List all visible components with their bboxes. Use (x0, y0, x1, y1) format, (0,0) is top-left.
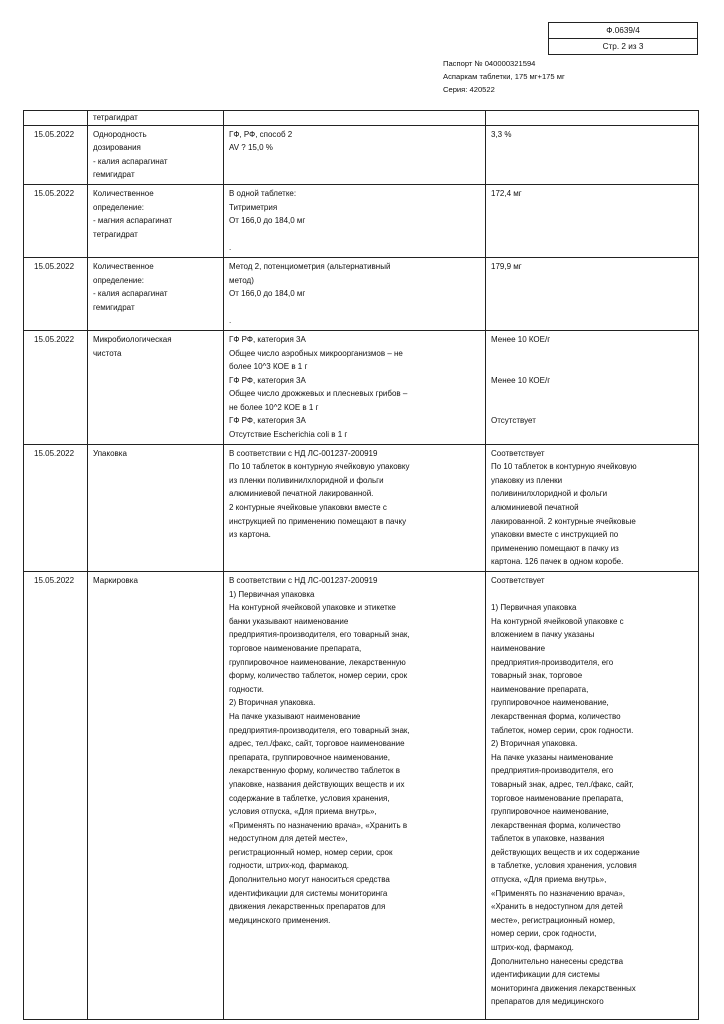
cell-norm: Метод 2, потенциометрия (альтернативный метод) От 166,0 до 184,0 мг . (224, 257, 486, 330)
form-code: Ф.0639/4 (549, 23, 698, 39)
cell-date: 15.05.2022 (24, 572, 88, 1020)
cell-result (486, 111, 699, 126)
cell-date: 15.05.2022 (24, 257, 88, 330)
table-row (24, 330, 699, 444)
cell-result: 3,3 % (486, 125, 699, 184)
cell-result: 179,9 мг (486, 257, 699, 330)
cell-indicator: тетрагидрат (88, 111, 224, 126)
cell-result: 172,4 мг (486, 184, 699, 257)
cell-date: 15.05.2022 (24, 330, 88, 444)
cell-norm: В соответствии с НД ЛС-001237-200919 По 10 таблеток в контурную ячейковую упаковку из пленки поливинилхлоридной и фольги алюминиевой печатной лакированной. 2 контурные ячейковые упаковки вместе с инструкцией по применению помещают в пачку из картона. (224, 444, 486, 571)
table-row (24, 572, 699, 1020)
cell-indicator: Упаковка (88, 444, 224, 571)
passport-header (443, 57, 565, 96)
cell-norm: В одной таблетке: Титриметрия От 166,0 до 184,0 мг . (224, 184, 486, 257)
cell-indicator: Количественное определение: - калия аспарагинат гемигидрат (88, 257, 224, 330)
cell-indicator: Маркировка (88, 572, 224, 1020)
table-row (24, 125, 699, 184)
cell-indicator: Однородность дозирования - калия аспарагинат гемигидрат (88, 125, 224, 184)
passport-number: Паспорт № 040000321594 (443, 59, 536, 68)
cell-result: Менее 10 КОЕ/г Менее 10 КОЕ/г Отсутствует (486, 330, 699, 444)
results-table (23, 110, 699, 1020)
cell-date: 15.05.2022 (24, 184, 88, 257)
cell-result: Соответствует 1) Первичная упаковка На контурной ячейковой упаковке с вложением в пачку указаны наименование предприятия-производителя, его товарный знак, торговое наименование препарата, группировочное наименование, лекарственная форма, количество таблеток, номер серии, срок годности. 2) Вторичная упаковка. На пачке указаны наименование предприятия-производителя, его товарный знак, адрес, тел./факс, сайт, торговое наименование препарата, группировочное наименование, лекарственная форма, количество таблеток в упаковке, названия действующих веществ и их содержание в таблетке, условия хранения, условия отпуска, «Для приема внутрь», «Применять по назначению врача», «Хранить в недоступном для детей месте», регистрационный номер, номер серии, срок годности, штрих-код, фармакод. Дополнительно нанесены средства идентификации для системы мониторинга движения лекарственных препаратов для медицинского (486, 572, 699, 1020)
cell-norm: В соответствии с НД ЛС-001237-200919 1) Первичная упаковка На контурной ячейковой упаковке и этикетке банки указывают наименование предприятия-производителя, его товарный знак, торговое наименование препарата, группировочное наименование, лекарственную форму, количество таблеток, номер серии, срок годности. 2) Вторичная упаковка. На пачке указывают наименование предприятия-производителя, его товарный знак, адрес, тел./факс, сайт, торговое наименование препарата, группировочное наименование, лекарственную форму, количество таблеток в упаковке, названия действующих веществ и их содержание в таблетке, условия хранения, условия отпуска, «Для приема внутрь», «Применять по назначению врача», «Хранить в недоступном для детей месте», регистрационный номер, номер серии, срок годности, штрих-код, фармакод. Дополнительно могут наноситься средства идентификации для системы мониторинга движения лекарственных препаратов для медицинского применения. (224, 572, 486, 1020)
table-row (24, 184, 699, 257)
cell-date: 15.05.2022 (24, 444, 88, 571)
series-number: Серия: 420522 (443, 85, 495, 94)
form-code-box (548, 22, 698, 55)
page-number: Стр. 2 из 3 (549, 39, 698, 55)
table-row-continuation (24, 111, 699, 126)
cell-result: Соответствует По 10 таблеток в контурную ячейковую упаковку из пленки поливинилхлоридной и фольги алюминиевой печатной лакированной. 2 контурные ячейковые упаковки вместе с инструкцией по применению помещают в пачку из картона. 126 пачек в одном коробе. (486, 444, 699, 571)
cell-indicator: Микробиологическая чистота (88, 330, 224, 444)
table-row (24, 444, 699, 571)
table-row (24, 257, 699, 330)
cell-date (24, 111, 88, 126)
cell-indicator: Количественное определение: - магния аспарагинат тетрагидрат (88, 184, 224, 257)
cell-norm: ГФ, РФ, способ 2 AV ? 15,0 % (224, 125, 486, 184)
cell-norm (224, 111, 486, 126)
product-name: Аспаркам таблетки, 175 мг+175 мг (443, 72, 565, 81)
cell-norm: ГФ РФ, категория 3А Общее число аэробных микроорганизмов – не более 10^3 КОЕ в 1 г ГФ РФ, категория 3А Общее число дрожжевых и плесневых грибов – не более 10^2 КОЕ в 1 г ГФ РФ, категория 3А Отсутствие Escherichia coli в 1 г (224, 330, 486, 444)
cell-date: 15.05.2022 (24, 125, 88, 184)
